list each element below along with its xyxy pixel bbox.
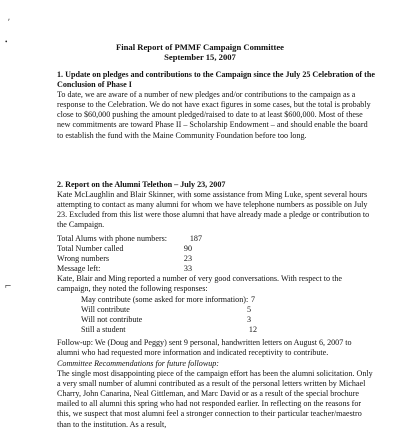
section-1 xyxy=(57,70,375,141)
stats-row xyxy=(57,234,217,244)
section-2-heading: 2. Report on the Alumni Telethon – July 23, 2007 xyxy=(57,180,226,189)
response-label: Still a student xyxy=(81,325,126,335)
stats-row xyxy=(57,244,217,254)
section-1-heading: 1. Update on pledges and contributions to the Campaign since the July 25 Celebration of the Conclusion of Phase I xyxy=(57,70,375,90)
recommendations-heading: Committee Recommendations for future followup: xyxy=(57,359,220,368)
response-label: Will not contribute xyxy=(81,315,143,325)
report-date: September 15, 2007 xyxy=(164,52,236,62)
stats-label: Message left: xyxy=(57,264,101,274)
stats-value: 90 xyxy=(183,244,192,254)
responses-table xyxy=(81,295,281,335)
report-title: Final Report of PMMF Campaign Committee xyxy=(116,42,284,52)
response-label: May contribute (some asked for more information): xyxy=(81,295,249,304)
response-value: 5 xyxy=(246,305,251,315)
stats-label: Wrong numbers xyxy=(57,254,110,264)
section-2 xyxy=(57,180,375,230)
recommendations-body: The single most disappointing piece of the campaign effort has been the alumni solicitation. Only a very small number of alumni contributed as a result of the personal letters written by Michael Charry, John Canarina, Neal Gittleman, and Marc David or as a result of the special brochure mailed to all alumni this spring who had not responded earlier. In reflecting on the reasons for this, we suspect that most alumni feel a stronger connection to their particular teacher/maestro than to the institution. As a result, xyxy=(57,369,373,429)
hole-punch-mark: ⌐ xyxy=(5,280,12,292)
response-value: 3 xyxy=(246,315,251,325)
margin-dot: • xyxy=(5,38,8,46)
followup-paragraph: Follow-up: We (Doug and Peggy) sent 9 personal, handwritten letters on August 6, 2007 to alumni who had requested more information and indicated receptivity to contribute. xyxy=(57,338,352,358)
stats-row xyxy=(57,264,217,274)
response-value: 7 xyxy=(250,295,255,304)
stats-label: Total Alums with phone numbers: xyxy=(57,234,168,243)
margin-mark: ʹ xyxy=(8,17,10,27)
stats-value: 33 xyxy=(183,264,192,274)
section-1-body: To date, we are aware of a number of new pledges and/or contributions to the campaign as a response to the Celebration. We do not have exact figures in some cases, but the total is probably close to $60,000 pushing the amount pledged/raised to date to at least $600,000. Most of these new commitments are toward Phase II – Scholarship Endowment – and should enable the board to establish the fund with the Maine Community Foundation before too long. xyxy=(57,90,371,140)
stats-value: 23 xyxy=(183,254,192,264)
response-row xyxy=(81,295,281,305)
response-value: 12 xyxy=(248,325,257,335)
response-row xyxy=(81,305,281,315)
responses-intro: Kate, Blair and Ming reported a number of very good conversations. With respect to the campaign, they noted the following responses: xyxy=(57,274,342,294)
response-row xyxy=(81,315,281,325)
response-row xyxy=(81,325,281,335)
telethon-stats-table xyxy=(57,234,217,274)
stats-label: Total Number called xyxy=(57,244,124,254)
stats-row xyxy=(57,254,217,264)
response-label: Will contribute xyxy=(81,305,130,315)
section-2-body: Kate McLaughlin and Blair Skinner, with some assistance from Ming Luke, spent several hours attempting to contact as many alumni for whom we have telephone numbers as possible on July 23. Excluded from this list were those alumni that have already made a pledge or contribution to the Campaign. xyxy=(57,190,370,230)
recommendations-section xyxy=(57,359,375,430)
stats-value: 187 xyxy=(189,234,202,243)
